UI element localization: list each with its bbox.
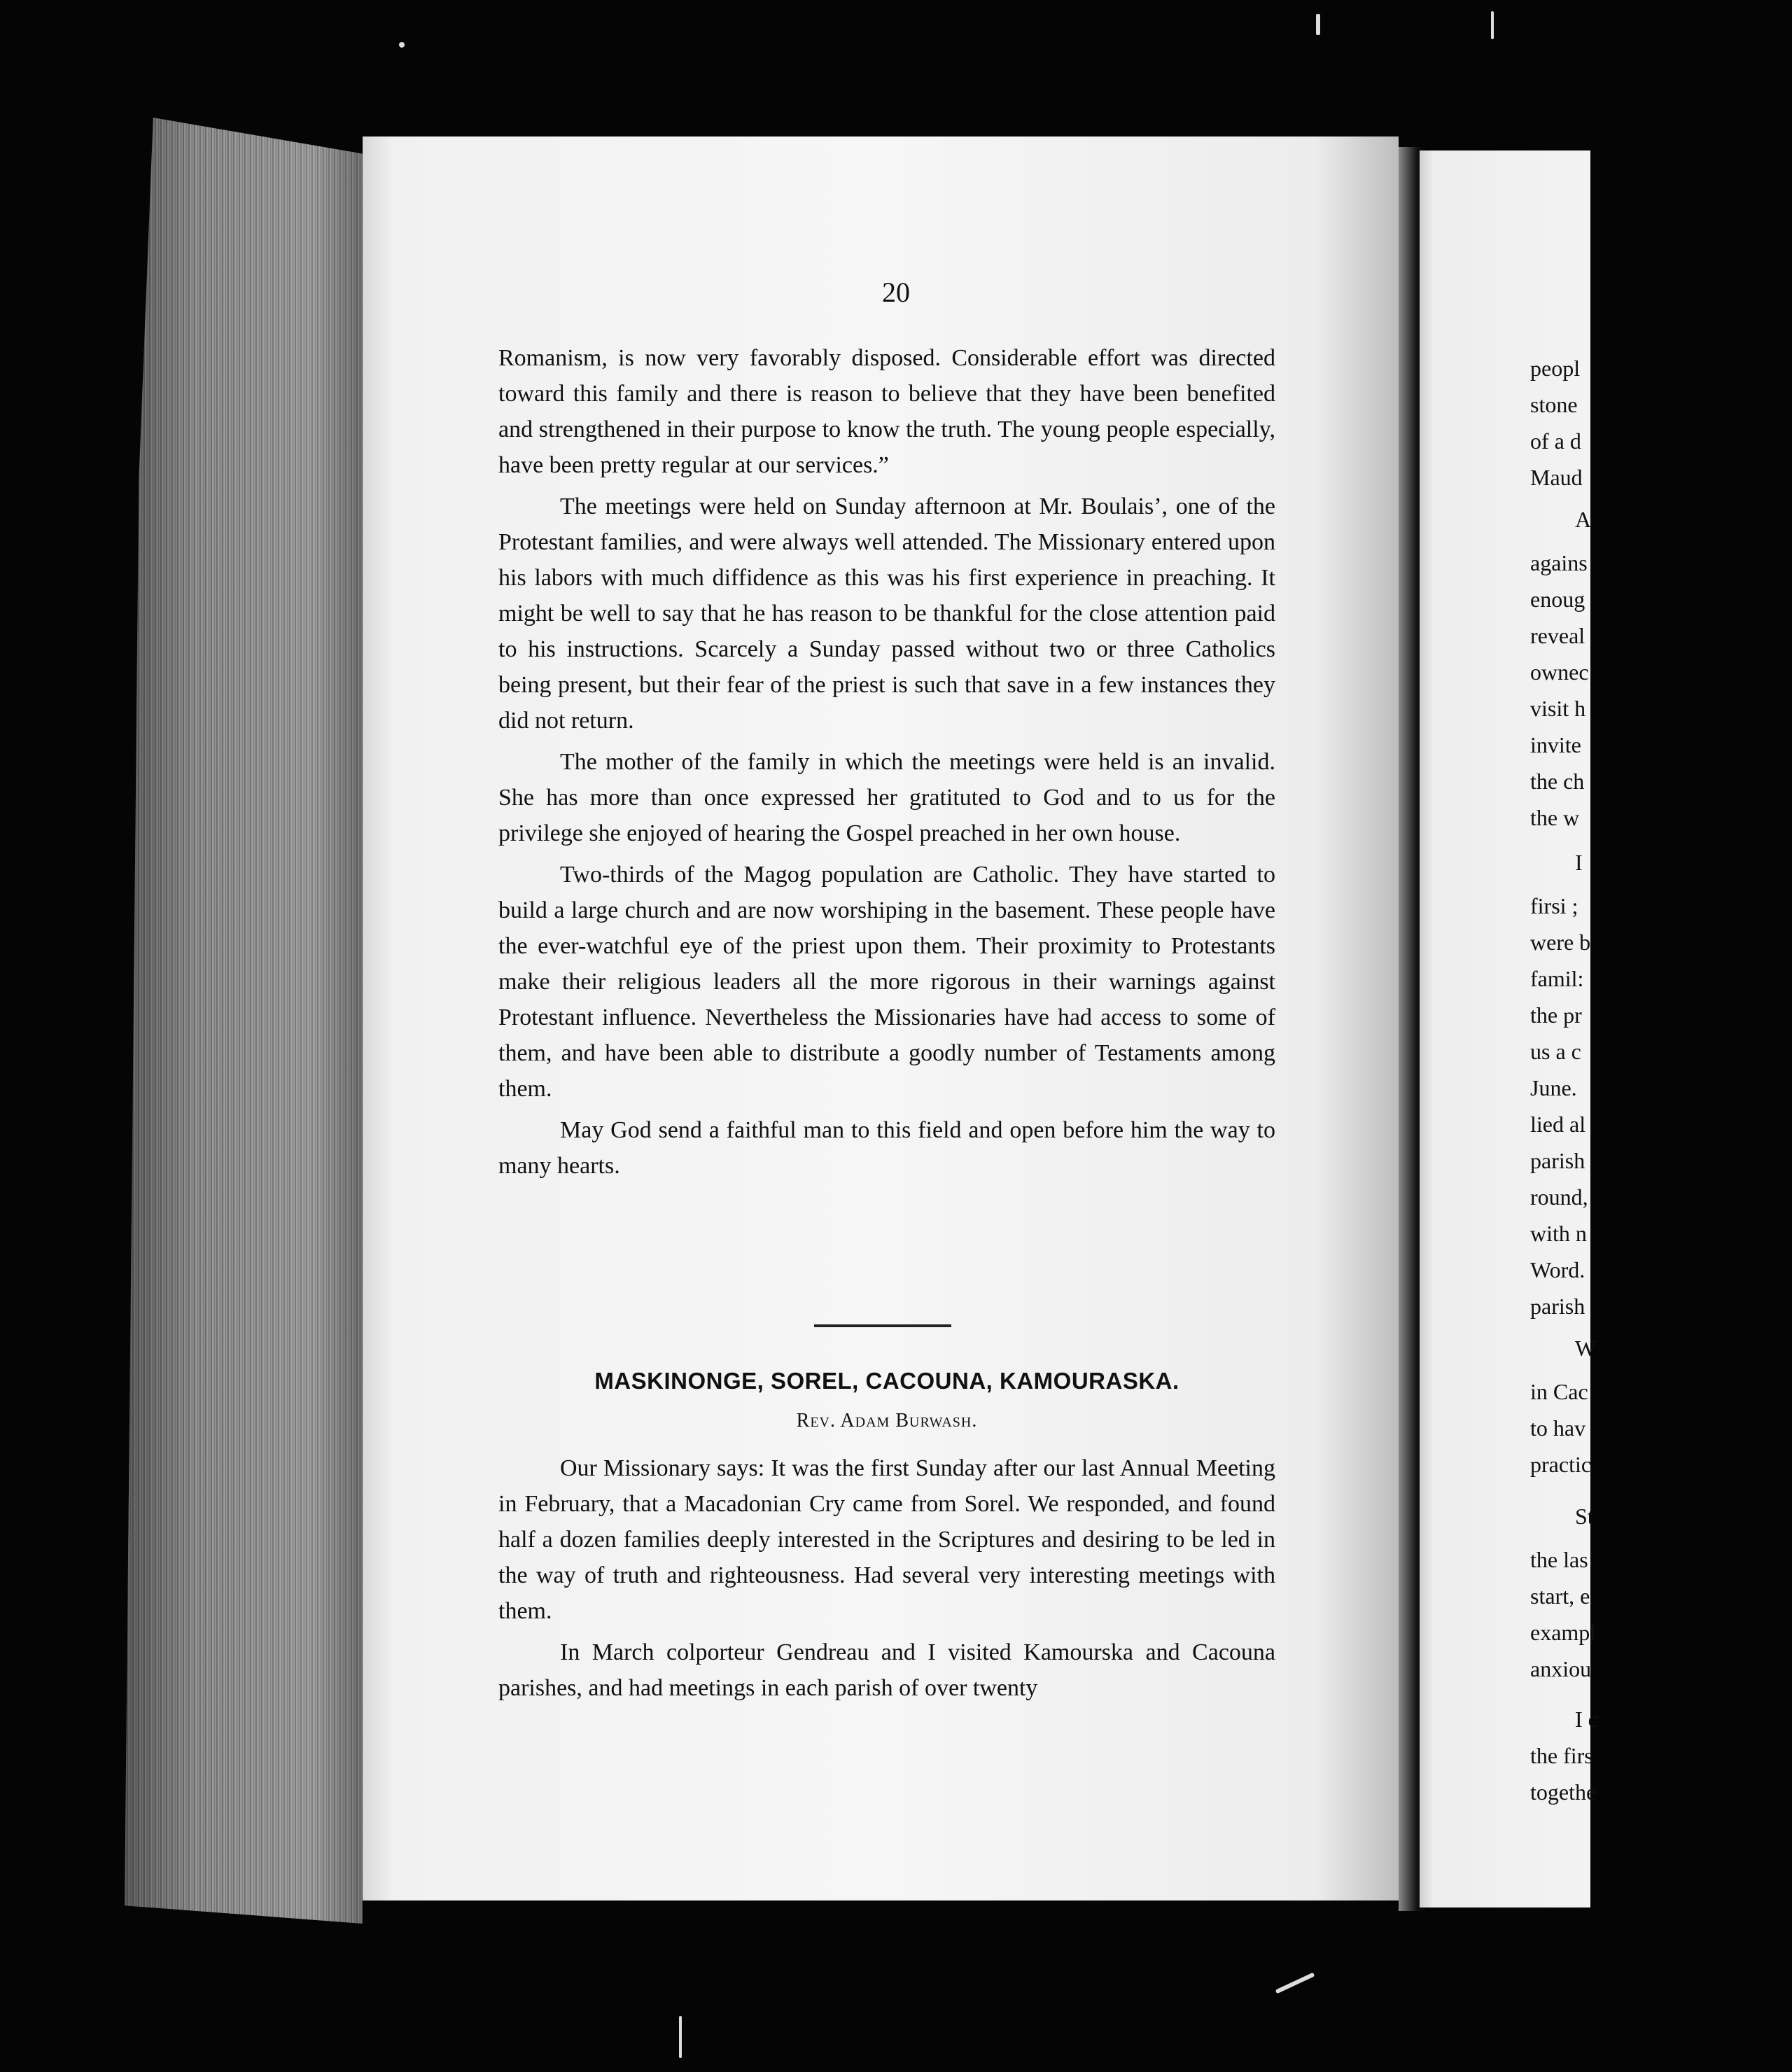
dust-speck <box>1275 1973 1315 1994</box>
facing-line: practic <box>1530 1452 1592 1477</box>
facing-line: W <box>1575 1336 1597 1361</box>
book-page-edge <box>125 118 363 1924</box>
facing-line: firsi ; <box>1530 893 1578 918</box>
facing-line: parish <box>1530 1294 1586 1319</box>
paragraph: Romanism, is now very favorably disposed. Considerable effort was directed toward this family and there is reason to believe that they have been benefited and strengthened in their purpose to know the truth. The young people especially, have been pretty regular at our services.” <box>498 345 1275 478</box>
facing-line: St <box>1575 1504 1594 1529</box>
facing-line: in Cac <box>1530 1379 1588 1404</box>
facing-line: round, <box>1530 1184 1588 1210</box>
facing-line: start, e <box>1530 1583 1590 1609</box>
body-text-top <box>498 340 1275 1189</box>
facing-line: invite <box>1530 732 1581 757</box>
facing-line: June. <box>1530 1075 1577 1100</box>
page-number: 20 <box>882 276 910 308</box>
facing-line: anxiou <box>1530 1656 1592 1681</box>
paragraph: Our Missionary says: It was the first Sunday after our last Annual Meeting in February, that a Macadonian Cry came from Sorel. We responded, and found half a dozen families deeply interested in the Scriptures and desiring to be led in the way of truth and righteousness. Had several very interesting meetings with them. <box>498 1455 1275 1624</box>
facing-line: enoug <box>1530 587 1586 612</box>
facing-line: the ch <box>1530 769 1585 794</box>
facing-line: exampl <box>1530 1620 1597 1645</box>
paragraph: In March colporteur Gendreau and I visited Kamourska and Cacouna parishes, and had meetings in each parish of over twenty <box>498 1639 1275 1701</box>
body-text-bottom <box>498 1450 1275 1712</box>
dust-speck <box>679 2016 682 2058</box>
facing-line: parish <box>1530 1148 1586 1173</box>
facing-line: were b <box>1530 930 1591 955</box>
dust-speck <box>1316 14 1320 35</box>
dust-speck <box>1491 11 1494 39</box>
facing-line: visit h <box>1530 696 1586 721</box>
facing-line: to hav <box>1530 1415 1586 1441</box>
facing-line: stone <box>1530 392 1578 417</box>
facing-line: ownec <box>1530 659 1589 685</box>
facing-line: the las <box>1530 1547 1588 1572</box>
facing-line: the pr <box>1530 1002 1582 1028</box>
facing-line: of a d <box>1530 428 1581 454</box>
facing-line: Word. <box>1530 1257 1586 1282</box>
facing-line: agains <box>1530 550 1588 575</box>
facing-line: Maud <box>1530 465 1583 490</box>
paragraph: May God send a faithful man to this field and open before him the way to many hearts. <box>498 1117 1275 1179</box>
paragraph: The meetings were held on Sunday afternoon at Mr. Boulais’, one of the Protestant families, and were always well attended. The Missionary entered upon his labors with much diffidence as this was his first experience in preaching. It might be well to say that he has reason to be thankful for the close attention paid to his instructions. Scarcely a Sunday passed without two or three Catholics being present, but their fear of the priest is such that save in a few instances they did not return. <box>498 493 1275 734</box>
facing-page <box>1420 150 1598 1907</box>
facing-line: us a c <box>1530 1039 1581 1064</box>
facing-line: I c <box>1575 1707 1598 1732</box>
paragraph: Two-thirds of the Magog population are Catholic. They have started to build a large church and are now worshiping in the basement. These people have the ever-watchful eye of the priest upon them. Their proximity to Protestants make their religious leaders all the more rigorous in their warnings against Protestant influence. Nevertheless the Missionaries have had access to some of them, and have been able to distribute a goodly number of Testaments among them. <box>498 862 1275 1102</box>
facing-line: famil: <box>1530 966 1584 991</box>
facing-line: lied al <box>1530 1112 1586 1137</box>
facing-line: the firs <box>1530 1743 1593 1768</box>
facing-line: I <box>1575 850 1583 875</box>
section-divider <box>814 1324 951 1327</box>
paragraph: The mother of the family in which the meetings were held is an invalid. She has more than once expressed her gratituted to God and to us for the privilege she enjoyed of hearing the Gospel preached in her own house. <box>498 749 1275 846</box>
section-heading: MASKINONGE, SOREL, CACOUNA, KAMOURASKA. <box>594 1368 1180 1394</box>
dust-speck <box>399 42 405 48</box>
facing-line: togethe <box>1530 1779 1597 1805</box>
facing-line: reveal <box>1530 623 1586 648</box>
author-byline: Rev. Adam Burwash. <box>796 1410 978 1432</box>
facing-line: peopl <box>1530 356 1581 381</box>
facing-line: A <box>1575 507 1592 532</box>
facing-line: with n <box>1530 1221 1587 1246</box>
facing-line: the w <box>1530 805 1580 830</box>
